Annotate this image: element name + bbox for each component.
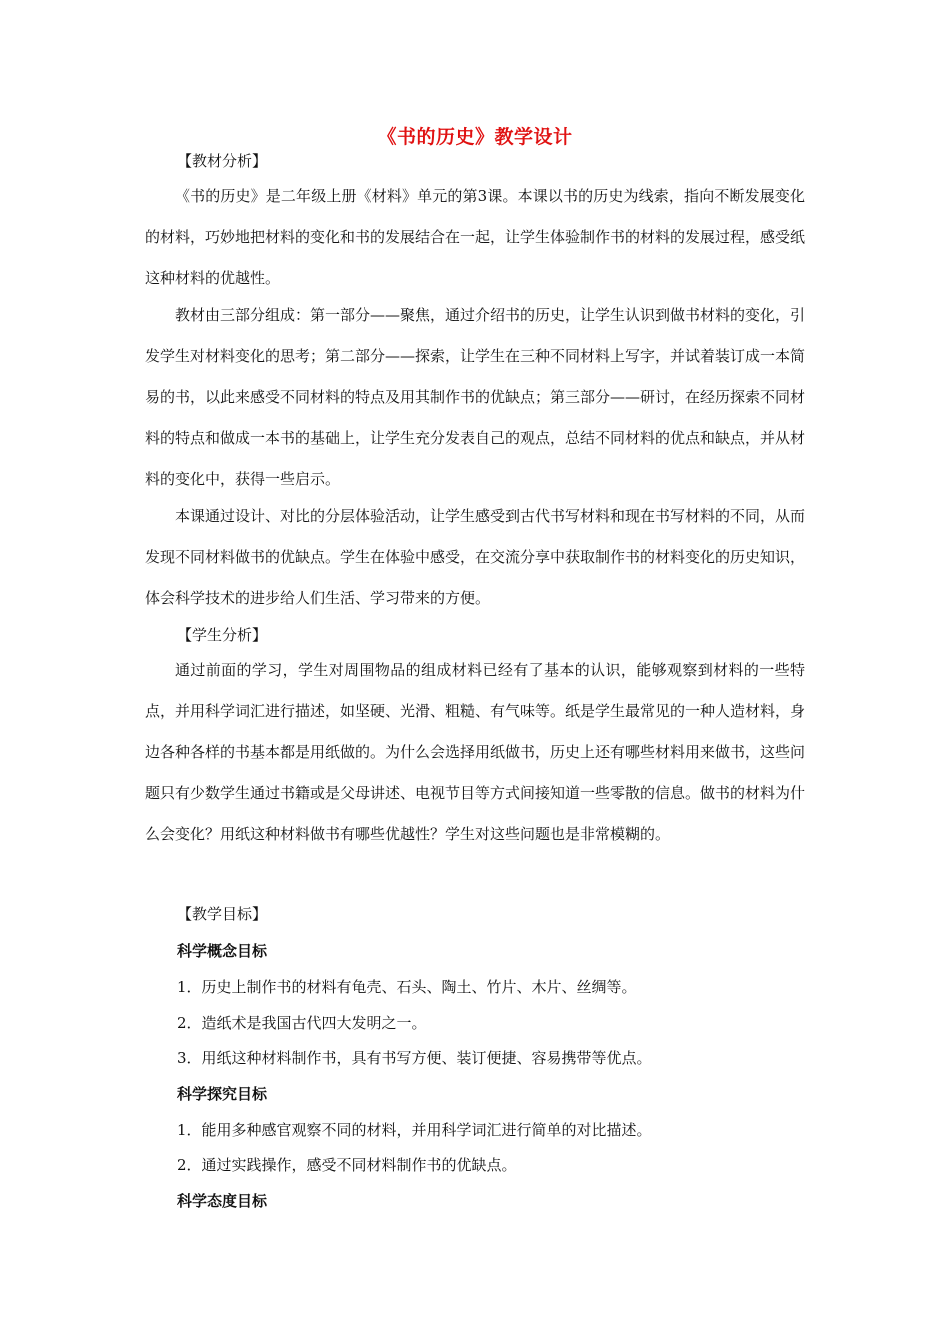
concept-goal-2: 2．造纸术是我国古代四大发明之一。 (177, 1014, 427, 1032)
paragraph-textbook-1: 《书的历史》是二年级上册《材料》单元的第3课。本课以书的历史为线索，指向不断发展变化的材料，巧妙地把材料的变化和书的发展结合在一起，让学生体验制作书的材料的发展过程，感受纸这种材料的优越性。 (145, 187, 806, 287)
inquiry-goal-2: 2．通过实践操作，感受不同材料制作书的优缺点。 (177, 1156, 517, 1174)
concept-goal-3: 3．用纸这种材料制作书，具有书写方便、装订便捷、容易携带等优点。 (177, 1049, 652, 1067)
paragraph-textbook-2: 教材由三部分组成：第一部分——聚焦，通过介绍书的历史，让学生认识到做书材料的变化，引发学生对材料变化的思考；第二部分——探索，让学生在三种不同材料上写字，并试着装订成一本简易的书，以此来感受不同材料的特点及用其制作书的优缺点；第三部分——研讨，在经历探索不同材料的特点和做成一本书的基础上，让学生充分发表自己的观点，总结不同材料的优点和缺点，并从材料的变化中，获得一些启示。 (145, 306, 806, 488)
paragraph-textbook-3: 本课通过设计、对比的分层体验活动，让学生感受到古代书写材料和现在书写材料的不同，从而发现不同材料做书的优缺点。学生在体验中感受，在交流分享中获取制作书的材料变化的历史知识，体会科学技术的进步给人们生活、学习带来的方便。 (145, 507, 806, 607)
section-heading-teaching-goals: 【教学目标】 (177, 905, 268, 923)
section-heading-student-analysis: 【学生分析】 (177, 626, 268, 644)
section-heading-textbook-analysis: 【教材分析】 (177, 152, 268, 170)
subheading-inquiry-goals: 科学探究目标 (177, 1085, 268, 1103)
subheading-attitude-goals: 科学态度目标 (177, 1192, 268, 1210)
concept-goal-1: 1．历史上制作书的材料有龟壳、石头、陶土、竹片、木片、丝绸等。 (177, 978, 637, 996)
document-title: 《书的历史》教学设计 (377, 126, 573, 148)
subheading-concept-goals: 科学概念目标 (177, 942, 268, 960)
paragraph-student-1: 通过前面的学习，学生对周围物品的组成材料已经有了基本的认识，能够观察到材料的一些特点，并用科学词汇进行描述，如坚硬、光滑、粗糙、有气味等。纸是学生最常见的一种人造材料，身边各种各样的书基本都是用纸做的。为什么会选择用纸做书，历史上还有哪些材料用来做书，这些问题只有少数学生通过书籍或是父母讲述、电视节目等方式间接知道一些零散的信息。做书的材料为什么会变化？用纸这种材料做书有哪些优越性？学生对这些问题也是非常模糊的。 (145, 661, 806, 843)
inquiry-goal-1: 1．能用多种感官观察不同的材料，并用科学词汇进行简单的对比描述。 (177, 1121, 652, 1139)
